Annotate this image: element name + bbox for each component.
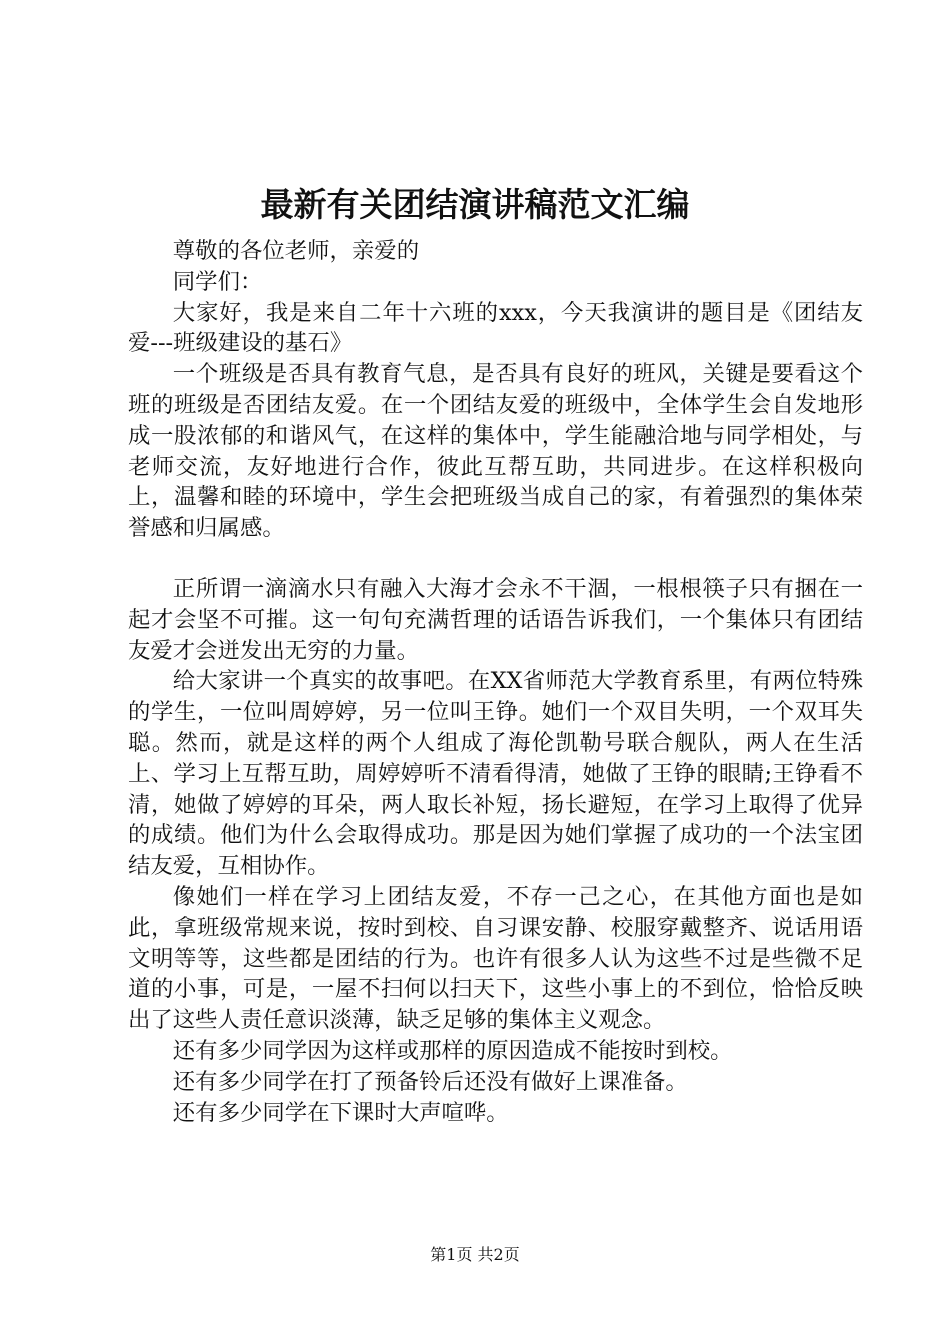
paragraph-salutation-1: 尊敬的各位老师，亲爱的 — [172, 238, 420, 264]
paragraph-question-3: 还有多少同学在下课时大声喧哗。 — [172, 1099, 509, 1126]
paragraph-class-unity: 一个班级是否具有教育气息，是否具有良好的班风，关键是要看这个班的班级是否团结友爱。在一个团结友爱的班级中，全体学生会自发地形成一股浓郁的和谐风气，在这样的集体中，学生能融洽地与同学相处，与老师交流，友好地进行合作，彼此互帮互助，共同进步。在这样积极向上，温馨和睦的环境中，学生会把班级当成自己的家，有着强烈的集体荣誉感和归属感。 — [128, 361, 863, 542]
document-body — [128, 236, 863, 1128]
paragraph-class-rules: 像她们一样在学习上团结友爱，不存一己之心，在其他方面也是如此，拿班级常规来说，按时到校、自习课安静、校服穿戴整齐、说话用语文明等等，这些都是团结的行为。也许有很多人认为这些不过是些微不足道的小事，可是，一屋不扫何以扫天下，这些小事上的不到位，恰恰反映出了这些人责任意识淡薄，缺乏足够的集体主义观念。 — [128, 883, 863, 1034]
paragraph-intro: 大家好，我是来自二年十六班的xxx，今天我演讲的题目是《团结友爱---班级建设的基石》 — [128, 299, 863, 357]
paragraph-proverb: 正所谓一滴滴水只有融入大海才会永不干涸，一根根筷子只有捆在一起才会坚不可摧。这一句句充满哲理的话语告诉我们，一个集体只有团结友爱才会迸发出无穷的力量。 — [128, 575, 863, 664]
document-title: 最新有关团结演讲稿范文汇编 — [260, 185, 690, 224]
paragraph-question-1: 还有多少同学因为这样或那样的原因造成不能按时到校。 — [172, 1037, 733, 1064]
page-number-footer: 第1页 共2页 — [430, 1245, 520, 1264]
paragraph-question-2: 还有多少同学在打了预备铃后还没有做好上课准备。 — [172, 1068, 688, 1095]
paragraph-salutation-2: 同学们： — [172, 268, 263, 295]
paragraph-story: 给大家讲一个真实的故事吧。在XX省师范大学教育系里，有两位特殊的学生，一位叫周婷婷，另一位叫王铮。她们一个双目失明，一个双耳失聪。然而，就是这样的两个人组成了海伦凯勒号联合舰队，两人在生活上、学习上互帮互助，周婷婷听不清看得清，她做了王铮的眼睛;王铮看不清，她做了婷婷的耳朵，两人取长补短，扬长避短，在学习上取得了优异的成绩。他们为什么会取得成功。那是因为她们掌握了成功的一个法宝团结友爱，互相协作。 — [128, 668, 863, 880]
